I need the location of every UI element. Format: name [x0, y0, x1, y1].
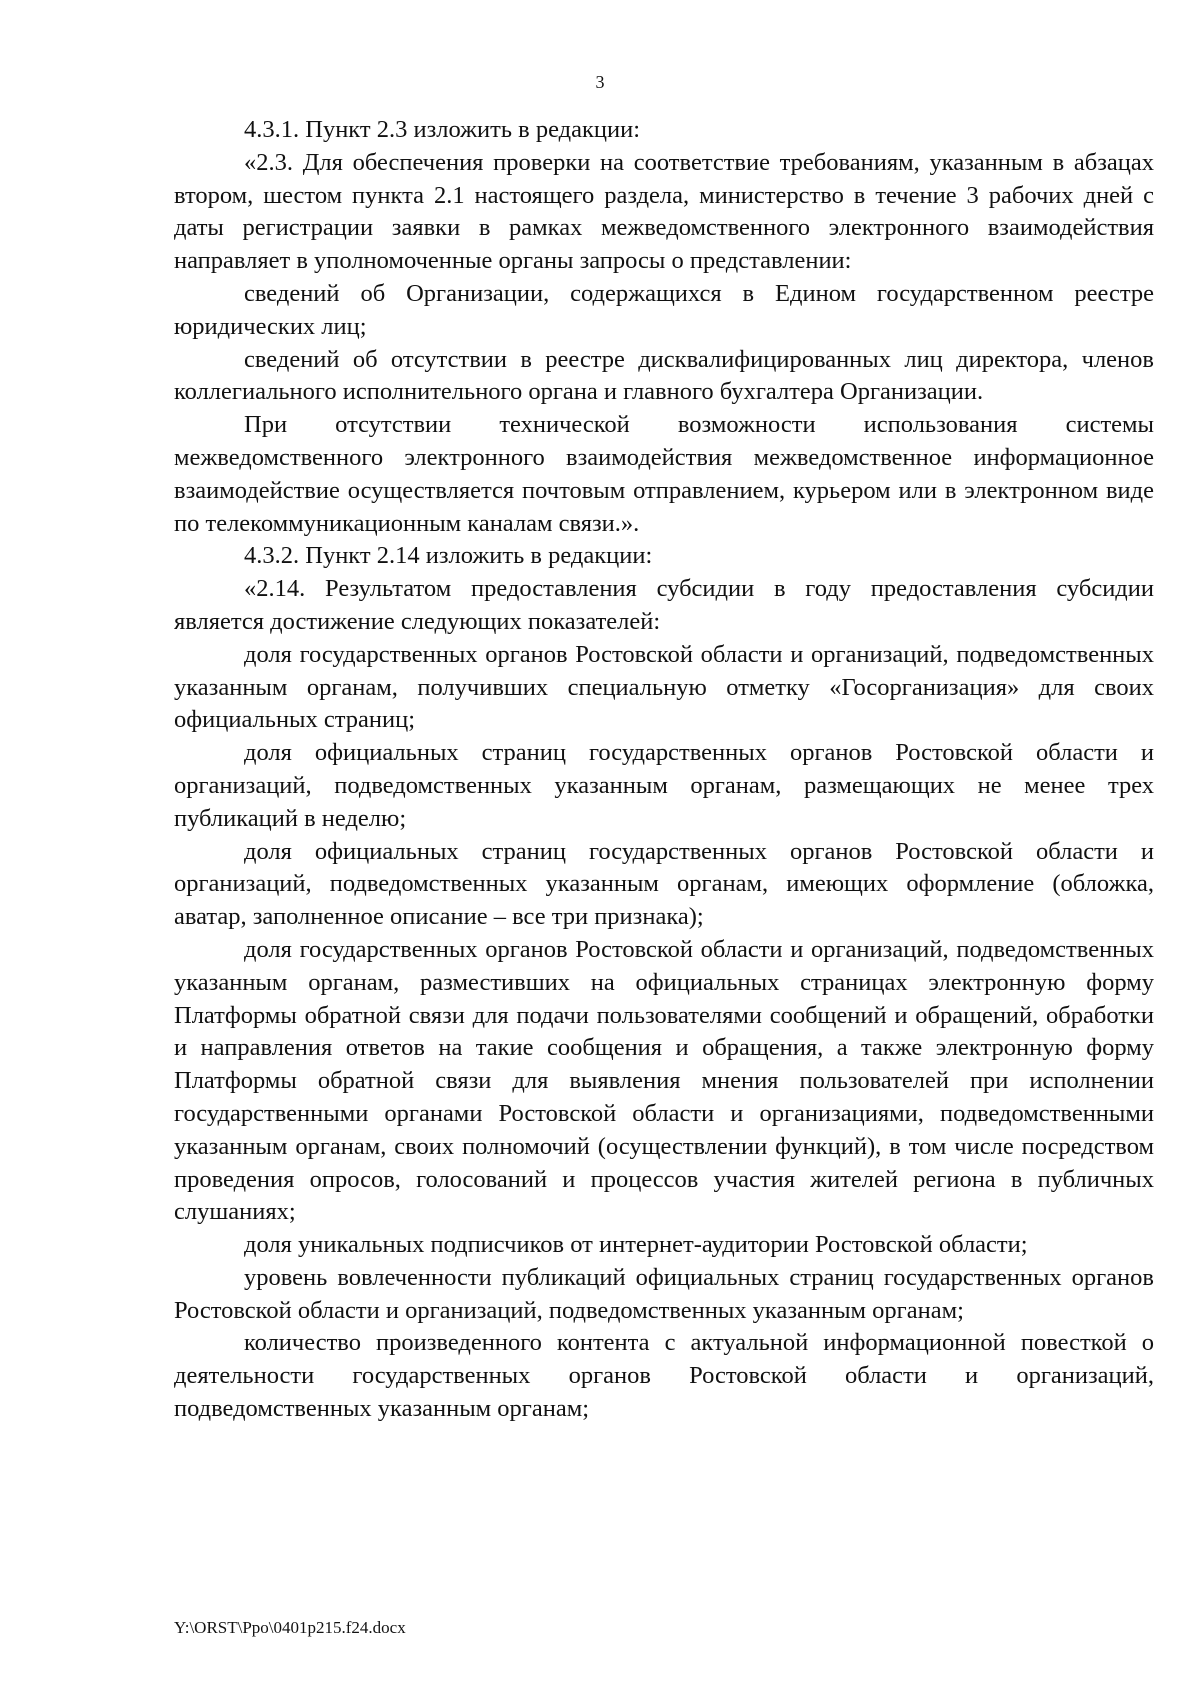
- paragraph-indicator-design: доля официальных страниц государственных органов Ростовской области и организаций, подведомственных указанным органам, имеющих оформление (обложка, аватар, заполненное описание – все три признака);: [174, 837, 1154, 931]
- paragraph-4-3-2-heading: 4.3.2. Пункт 2.14 изложить в редакции:: [244, 542, 653, 570]
- paragraph-no-technical-possibility: При отсутствии технической возможности использования системы межведомственного электронного взаимодействия межведомственное информационное взаимодействие осуществляется почтовым отправлением, курьером или в электронном виде по телекоммуникационным каналам связи.».: [174, 411, 1154, 537]
- paragraph-indicator-gosorganizatsiya: доля государственных органов Ростовской области и организаций, подведомственных указанным органам, получивших специальную отметку «Госорганизация» для своих официальных страниц;: [174, 640, 1154, 734]
- paragraph-2-3-text: «2.3. Для обеспечения проверки на соответствие требованиям, указанным в абзацах втором, шестом пункта 2.1 настоящего раздела, министерство в течение 3 рабочих дней с даты регистрации заявки в рамках межведомственного электронного взаимодействия направляет в уполномоченные органы запросы о представлении:: [174, 148, 1154, 275]
- paragraph-2-14-text: «2.14. Результатом предоставления субсидии в году предоставления субсидии является достижение следующих показателей:: [174, 575, 1154, 635]
- paragraph-indicator-publications: доля официальных страниц государственных органов Ростовской области и организаций, подведомственных указанным органам, размещающих не менее трех публикаций в неделю;: [174, 739, 1154, 832]
- document-body: [174, 114, 1154, 1426]
- footer-file-path: Y:\ORST\Ppo\0401p215.f24.docx: [174, 1618, 406, 1637]
- paragraph-indicator-subscribers: доля уникальных подписчиков от интернет-аудитории Ростовской области;: [244, 1231, 1028, 1259]
- page-number: 3: [595, 72, 605, 92]
- paragraph-indicator-engagement: уровень вовлеченности публикаций официальных страниц государственных органов Ростовской области и организаций, подведомственных указанным органам;: [174, 1263, 1154, 1324]
- paragraph-4-3-1-heading: 4.3.1. Пункт 2.3 изложить в редакции:: [244, 116, 641, 143]
- paragraph-indicator-content: количество произведенного контента с актуальной информационной повесткой о деятельности государственных органов Ростовской области и организаций, подведомственных указанным органам;: [174, 1329, 1154, 1423]
- paragraph-disqualified-registry: сведений об отсутствии в реестре дисквалифицированных лиц директора, членов коллегиального исполнительного органа и главного бухгалтера Организации.: [174, 345, 1154, 406]
- paragraph-egrul-info: сведений об Организации, содержащихся в Едином государственном реестре юридических лиц;: [174, 279, 1154, 340]
- paragraph-indicator-feedback-platform: доля государственных органов Ростовской области и организаций, подведомственных указанным органам, разместивших на официальных страницах электронную форму Платформы обратной связи для подачи пользователями сообщений и обращений, обработки и направления ответов на такие сообщения и обращения, а также электронную форму Платформы обратной связи для выявления мнения пользователей при исполнении государственными органами Ростовской области и организациями, подведомственными указанным органам, своих полномочий (осуществлении функций), в том числе посредством проведения опросов, голосований и процессов участия жителей региона в публичных слушаниях;: [174, 935, 1154, 1226]
